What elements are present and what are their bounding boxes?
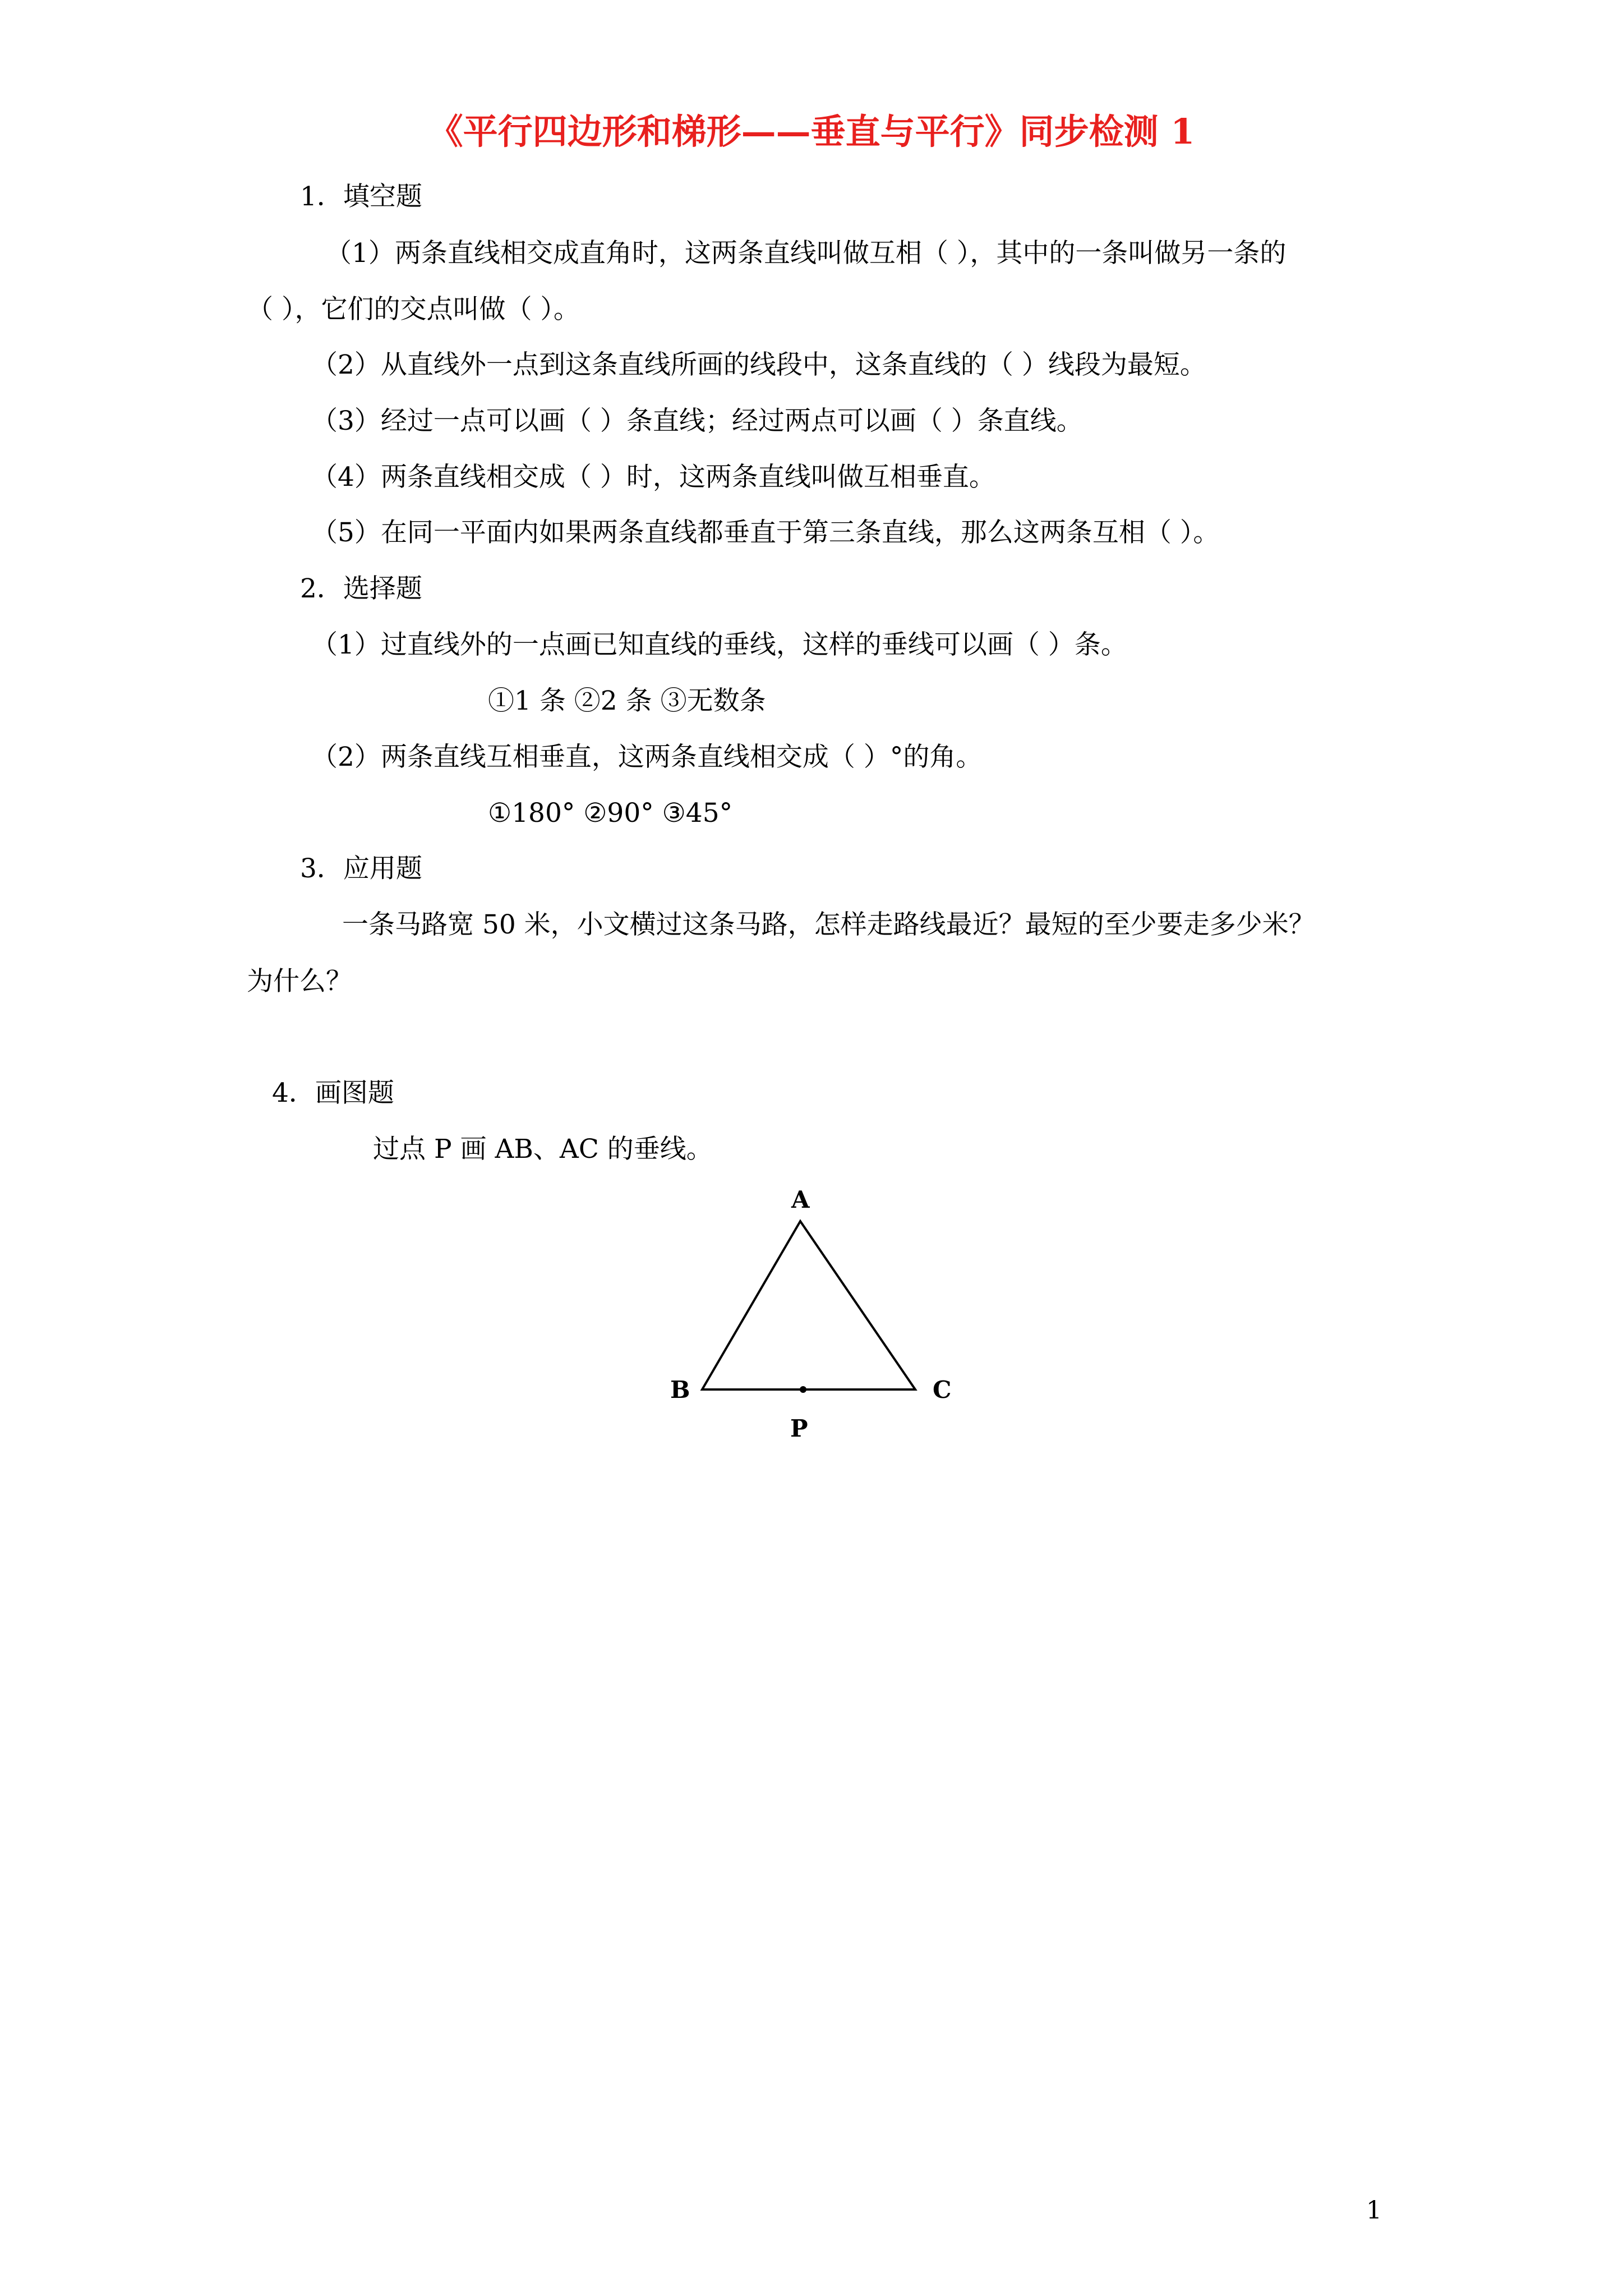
point-label-p: P: [790, 1415, 808, 1442]
choice-question-1: （1）过直线外的一点画已知直线的垂线，这样的垂线可以画（ ）条。: [311, 629, 1127, 660]
triangle-abc: [702, 1221, 915, 1389]
fill-question-3: （3）经过一点可以画（ ）条直线；经过两点可以画（ ）条直线。: [311, 406, 1083, 436]
application-question-line-1: 一条马路宽 50 米，小文横过这条马路，怎样走路线最近？最短的至少要走多少米？: [342, 909, 1315, 940]
fill-question-5: （5）在同一平面内如果两条直线都垂直于第三条直线，那么这两条互相（ ）。: [311, 517, 1220, 548]
application-section-heading: 3．应用题: [300, 853, 422, 884]
fill-section-heading: 1．填空题: [300, 181, 422, 212]
choice-question-1-options: ①1 条 ②2 条 ③无数条: [488, 685, 766, 716]
drawing-instruction: 过点 P 画 AB、AC 的垂线。: [373, 1134, 713, 1165]
application-question-line-2: 为什么？: [247, 966, 352, 997]
vertex-label-c: C: [933, 1376, 952, 1404]
fill-question-1-line-1: （1）两条直线相交成直角时，这两条直线叫做互相（ ），其中的一条叫做另一条的: [325, 238, 1287, 269]
choice-question-2: （2）两条直线互相垂直，这两条直线相交成（ ）°的角。: [311, 742, 983, 772]
page-number: 1: [1366, 2196, 1382, 2225]
fill-question-1-line-2: （ ），它们的交点叫做（ ）。: [247, 294, 580, 325]
fill-question-2: （2）从直线外一点到这条直线所画的线段中，这条直线的（ ）线段为最短。: [311, 349, 1206, 380]
choice-question-2-options: ①180° ②90° ③45°: [488, 798, 733, 829]
point-p-dot: [800, 1386, 806, 1393]
triangle-figure: [653, 1186, 990, 1456]
vertex-label-b: B: [670, 1376, 690, 1404]
fill-question-4: （4）两条直线相交成（ ）时，这两条直线叫做互相垂直。: [311, 462, 995, 493]
drawing-section-heading: 4．画图题: [272, 1078, 394, 1108]
triangle-diagram: [653, 1186, 990, 1456]
vertex-label-a: A: [791, 1186, 810, 1213]
page-title: 《平行四边形和梯形——垂直与平行》同步检测 1: [428, 111, 1195, 152]
choice-section-heading: 2．选择题: [300, 573, 422, 604]
